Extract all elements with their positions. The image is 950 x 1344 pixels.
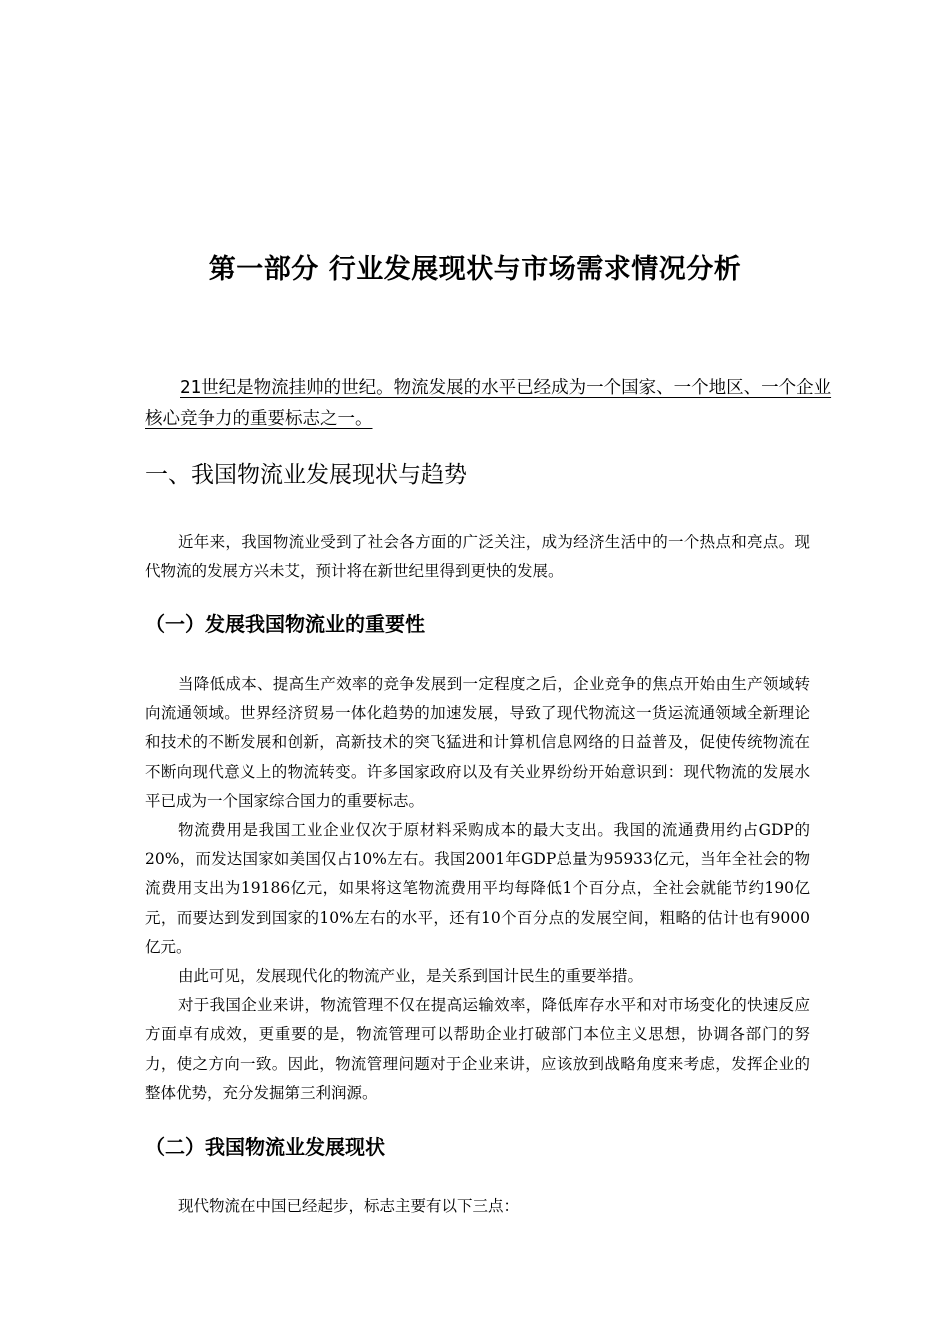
part-title: 第一部分 行业发展现状与市场需求情况分析 [208, 254, 742, 285]
body-paragraph: 物流费用是我国工业企业仅次于原材料采购成本的最大支出。我国的流通费用约占GDP的20%，而发达国家如美国仅占10%左右。我国2001年GDP总量为95933亿元，当年全社会的物流费用支出为19186亿元，如果将这笔物流费用平均每降低1个百分点，全社会就能节约190亿元，而要达到发到国家的10%左右的水平，还有10个百分点的发展空间，粗略的估计也有9000亿元。 [145, 821, 810, 956]
section-heading: 一、我国物流业发展现状与趋势 [145, 462, 467, 488]
body-paragraph: 当降低成本、提高生产效率的竞争发展到一定程度之后，企业竞争的焦点开始由生产领域转向流通领域。世界经济贸易一体化趋势的加速发展，导致了现代物流这一货运流通领域全新理论和技术的不断发展和创新，高新技术的突飞猛进和计算机信息网络的日益普及，促使传统物流在不断向现代意义上的物流转变。许多国家政府以及有关业界纷纷开始意识到：现代物流的发展水平已成为一个国家综合国力的重要标志。 [145, 675, 810, 810]
body-paragraph: 现代物流在中国已经起步，标志主要有以下三点： [178, 1197, 520, 1215]
subsection-importance-body [145, 670, 810, 1108]
subsection-heading-status: （二）我国物流业发展现状 [145, 1135, 385, 1159]
intro-text: 21世纪是物流挂帅的世纪。物流发展的水平已经成为一个国家、一个地区、一个企业核心竞争力的重要标志之一。 [145, 378, 832, 429]
section-paragraph: 近年来，我国物流业受到了社会各方面的广泛关注，成为经济生活中的一个热点和亮点。现代物流的发展方兴未艾，预计将在新世纪里得到更快的发展。 [145, 533, 810, 581]
subsection-status-body [145, 1192, 810, 1221]
body-paragraph: 由此可见，发展现代化的物流产业，是关系到国计民生的重要举措。 [178, 967, 644, 986]
body-paragraph: 对于我国企业来讲，物流管理不仅在提高运输效率，降低库存水平和对市场变化的快速反应方面卓有成效，更重要的是，物流管理可以帮助企业打破部门本位主义思想，协调各部门的努力，使之方向一致。因此，物流管理问题对于企业来讲，应该放到战略角度来考虑，发挥企业的整体优势，充分发掘第三利润源。 [145, 996, 810, 1102]
intro-paragraph [145, 373, 835, 435]
section-intro-block [145, 528, 810, 586]
subsection-heading-importance: （一）发展我国物流业的重要性 [145, 612, 425, 636]
